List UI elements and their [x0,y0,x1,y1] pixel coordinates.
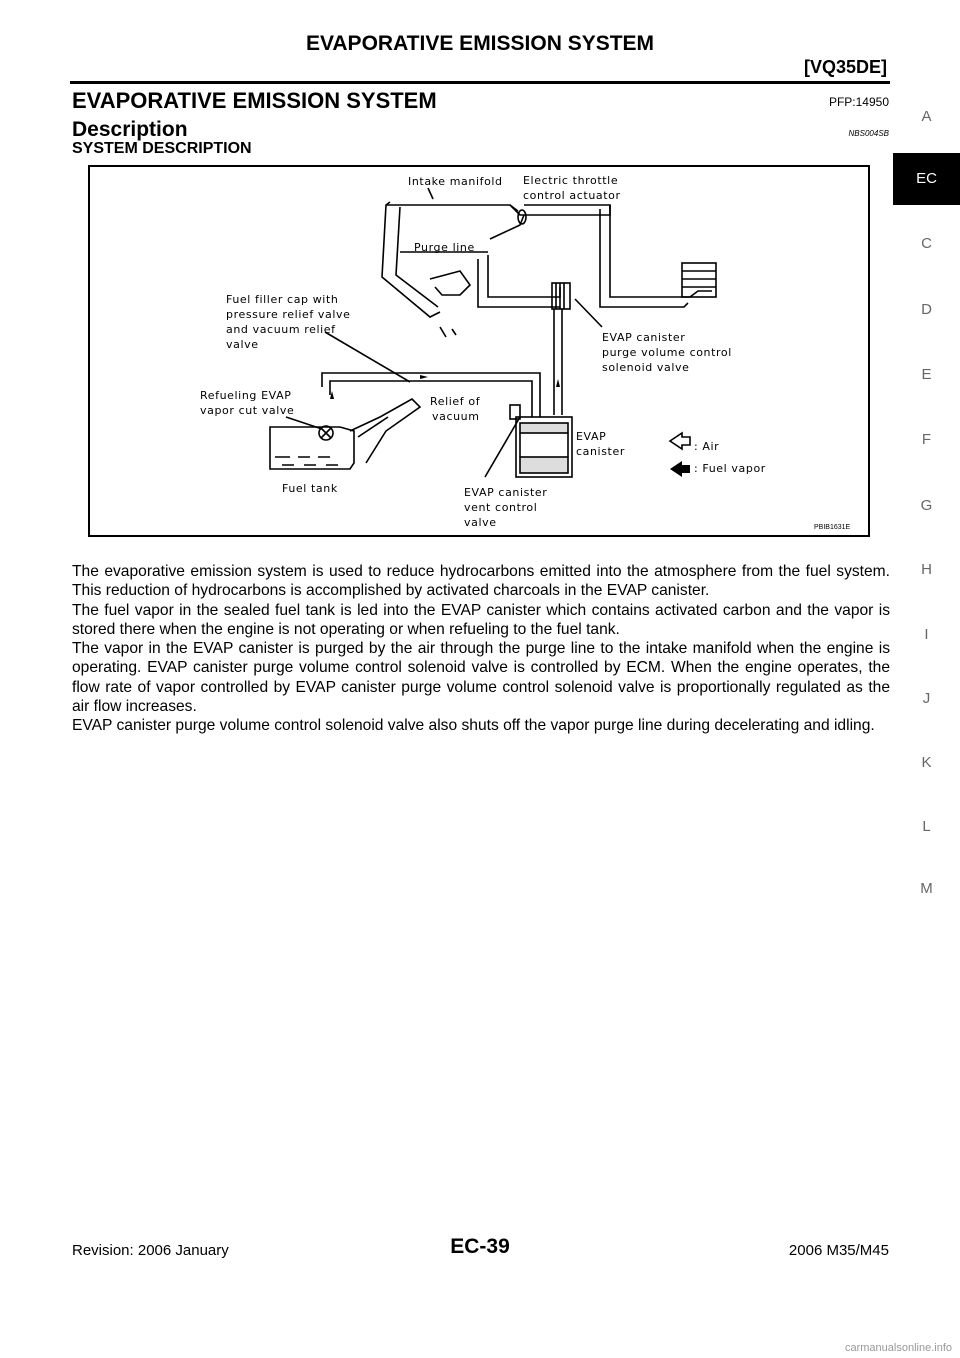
side-index-g[interactable]: G [920,497,933,514]
label-canister-2: canister [576,445,625,458]
figure-code: PBIB1631E [814,524,851,531]
page-header-subtitle: [VQ35DE] [803,57,887,77]
side-index-f[interactable]: F [921,431,932,448]
side-index-j[interactable]: J [922,690,931,707]
label-fuel-tank: Fuel tank [282,482,338,495]
label-refuel-2: vapor cut valve [200,404,295,417]
label-intake-manifold: Intake manifold [408,175,503,188]
system-description-heading: SYSTEM DESCRIPTION [72,140,252,157]
label-throttle-1: Electric throttle [523,174,619,187]
label-relief-1: Relief of [430,395,481,408]
label-vent-2: vent control [464,501,538,514]
footer-page-number: EC-39 [450,1235,510,1258]
body-text [72,562,890,736]
label-filler-2: pressure relief valve [226,308,351,321]
label-refuel-1: Refueling EVAP [200,389,292,402]
label-throttle-2: control actuator [523,189,621,202]
legend-air: : Air [694,440,720,453]
paragraph: The vapor in the EVAP canister is purged by the air through the purge line to the intake manifold when the engine is operating. EVAP canister purge volume control solenoid valve is controlled by ECM. When the engine operates, the flow rate of vapor controlled by EVAP canister purge volume control solenoid valve is proportionally regulated as the air flow increases. [72,640,890,716]
label-purge-line: Purge line [414,241,475,254]
paragraph: EVAP canister purge volume control solenoid valve also shuts off the vapor purge line during decelerating and idling. [72,717,875,735]
footer-model: 2006 M35/M45 [788,1242,889,1259]
side-index-k[interactable]: K [921,754,932,771]
paragraph: The fuel vapor in the sealed fuel tank is led into the EVAP canister which contains activated carbon and the vapor is stored there when the engine is not operating or when refueling to the fuel tank. [72,601,890,638]
section-title: EVAPORATIVE EMISSION SYSTEM [72,88,437,113]
label-filler-1: Fuel filler cap with [226,293,339,306]
side-index-a[interactable]: A [921,108,932,125]
description-code: NBS004SB [848,129,889,138]
side-index-m[interactable]: M [920,880,933,897]
side-index-ec[interactable]: EC [893,153,960,205]
footer-revision: Revision: 2006 January [72,1242,229,1259]
paragraph: The evaporative emission system is used to reduce hydrocarbons emitted into the atmosphere from the fuel system. This reduction of hydrocarbons is accomplished by activated charcoals in the EVAP canister. [72,563,890,600]
label-purge-valve-1: EVAP canister [602,331,686,344]
label-purge-valve-2: purge volume control [602,346,732,359]
header-rule [70,81,890,84]
side-index-c[interactable]: C [921,235,932,252]
legend-fuel-vapor: : Fuel vapor [694,462,766,475]
evap-system-diagram [88,165,870,537]
section-part-code: PFP:14950 [828,95,889,109]
side-index-i[interactable]: I [924,626,929,643]
label-purge-valve-3: solenoid valve [602,361,690,374]
page-header-title: EVAPORATIVE EMISSION SYSTEM [305,32,655,55]
side-index-l[interactable]: L [922,818,931,835]
label-relief-2: vacuum [432,410,480,423]
label-canister-1: EVAP [576,430,607,443]
description-heading: Description [72,118,188,141]
label-vent-1: EVAP canister [464,486,548,499]
diagram-svg [90,167,868,535]
label-filler-4: valve [226,338,259,351]
side-index-e[interactable]: E [921,366,932,383]
watermark: carmanualsonline.info [844,1342,952,1354]
label-vent-3: valve [464,516,497,529]
side-index-h[interactable]: H [921,561,932,578]
side-index-d[interactable]: D [921,301,932,318]
label-filler-3: and vacuum relief [226,323,336,336]
